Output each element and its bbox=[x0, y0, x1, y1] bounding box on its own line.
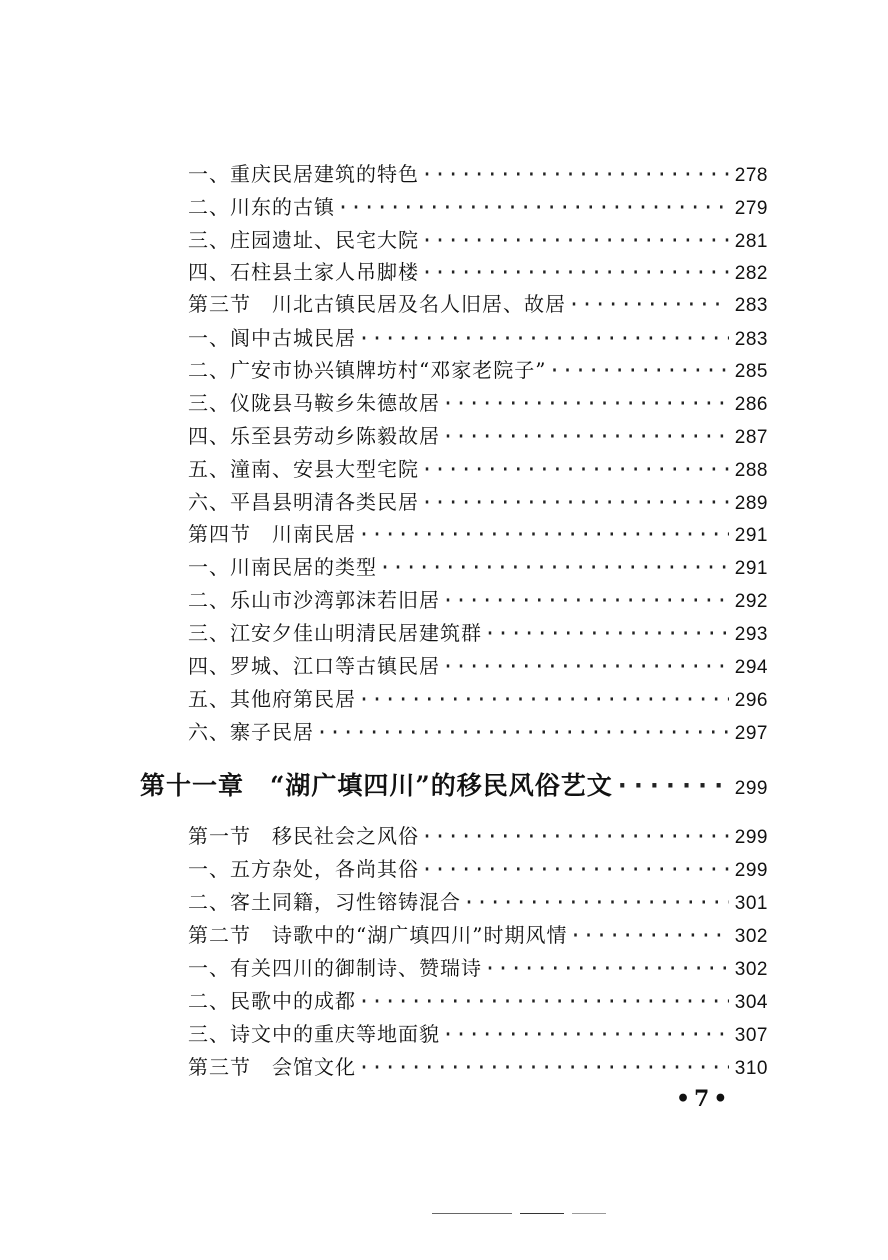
toc-entry-page: 296 bbox=[734, 690, 768, 711]
toc-section-heading bbox=[188, 288, 768, 318]
toc-entry bbox=[188, 322, 768, 352]
toc-section-heading bbox=[188, 820, 768, 850]
toc-entry bbox=[188, 191, 768, 221]
toc-entry-page: 283 bbox=[734, 295, 768, 316]
toc-entry bbox=[188, 354, 768, 384]
toc-section-title: 第三节 会馆文化 bbox=[188, 1055, 356, 1079]
toc-entry-title: 六、平昌县明清各类民居 bbox=[188, 490, 419, 514]
toc-entry-page: 287 bbox=[734, 427, 768, 448]
toc-entry-page: 283 bbox=[734, 329, 768, 350]
toc-entry bbox=[188, 158, 768, 188]
toc-entry bbox=[188, 551, 768, 581]
dot-leader bbox=[568, 292, 729, 316]
toc-entry-page: 281 bbox=[734, 231, 768, 252]
toc-entry-title: 三、仪陇县马鞍乡朱德故居 bbox=[188, 391, 440, 415]
toc-entry bbox=[188, 886, 768, 916]
dot-leader bbox=[548, 358, 728, 382]
toc-section-heading bbox=[188, 1051, 768, 1081]
toc-entry bbox=[188, 256, 768, 286]
dot-leader bbox=[442, 654, 729, 678]
toc-entry-page: 285 bbox=[734, 361, 768, 382]
toc-entry-page: 297 bbox=[734, 723, 768, 744]
toc-section-title: 第四节 川南民居 bbox=[188, 522, 356, 546]
toc-entry-page: 302 bbox=[734, 959, 768, 980]
dot-leader bbox=[569, 923, 728, 947]
toc-entry-title: 三、庄园遗址、民宅大院 bbox=[188, 228, 419, 252]
dot-leader bbox=[421, 162, 729, 186]
toc-entry-page: 299 bbox=[734, 778, 768, 799]
dot-leader bbox=[421, 228, 729, 252]
scan-artifact bbox=[432, 1213, 512, 1214]
toc-entry-page: 291 bbox=[734, 558, 768, 579]
toc-section-title: 第二节 诗歌中的“湖广填四川”时期风情 bbox=[188, 923, 568, 947]
toc-entry-title: 一、五方杂处，各尚其俗 bbox=[188, 857, 419, 881]
toc-entry-page: 299 bbox=[734, 860, 768, 881]
toc-entry-title: 一、有关四川的御制诗、赞瑞诗 bbox=[188, 956, 482, 980]
dot-leader bbox=[442, 391, 729, 415]
toc-entry bbox=[188, 224, 768, 254]
toc-entry-page: 282 bbox=[734, 263, 768, 284]
dot-leader bbox=[484, 956, 729, 980]
toc-entry bbox=[188, 716, 768, 746]
toc-entry-page: 288 bbox=[734, 460, 768, 481]
dot-leader bbox=[337, 195, 729, 219]
toc-entry-title: 二、川东的古镇 bbox=[188, 195, 335, 219]
toc-entry-title: 二、客土同籍，习性镕铸混合 bbox=[188, 890, 461, 914]
dot-leader bbox=[484, 621, 729, 645]
toc-entry-page: 291 bbox=[734, 525, 768, 546]
toc-section-heading bbox=[188, 518, 768, 548]
page-number: •7• bbox=[676, 1086, 732, 1112]
toc-entry-title: 四、罗城、江口等古镇民居 bbox=[188, 654, 440, 678]
toc-entry-title: 一、川南民居的类型 bbox=[188, 555, 377, 579]
toc-entry bbox=[188, 952, 768, 982]
dot-leader bbox=[421, 857, 729, 881]
toc-entry-title: 三、诗文中的重庆等地面貌 bbox=[188, 1022, 440, 1046]
toc-entry-page: 299 bbox=[734, 827, 768, 848]
dot-leader bbox=[358, 522, 729, 546]
dot-leader bbox=[421, 457, 729, 481]
dot-leader bbox=[615, 771, 729, 800]
scan-artifact bbox=[520, 1213, 564, 1214]
toc-entry-page: 302 bbox=[734, 926, 768, 947]
dot-leader bbox=[421, 490, 729, 514]
toc-section-title: 第一节 移民社会之风俗 bbox=[188, 824, 419, 848]
dot-leader bbox=[379, 555, 729, 579]
toc-section-title: 第三节 川北古镇民居及名人旧居、故居 bbox=[188, 292, 566, 316]
toc-entry-page: 307 bbox=[734, 1025, 768, 1046]
toc-entry bbox=[188, 683, 768, 713]
toc-entry bbox=[188, 453, 768, 483]
toc-entry-page: 278 bbox=[734, 165, 768, 186]
toc-entry bbox=[188, 1018, 768, 1048]
toc-entry bbox=[188, 584, 768, 614]
dot-leader bbox=[421, 260, 729, 284]
toc-entry-page: 293 bbox=[734, 624, 768, 645]
toc-chapter-title: 第十一章 “湖广填四川”的移民风俗艺文 bbox=[140, 771, 613, 800]
toc-entry-title: 四、石柱县土家人吊脚楼 bbox=[188, 260, 419, 284]
toc-entry bbox=[188, 853, 768, 883]
toc-entry-title: 六、寨子民居 bbox=[188, 720, 314, 744]
dot-leader bbox=[316, 720, 729, 744]
scan-artifact bbox=[572, 1213, 606, 1214]
dot-leader bbox=[358, 989, 729, 1013]
toc-entry-title: 一、重庆民居建筑的特色 bbox=[188, 162, 419, 186]
toc-entry-title: 五、其他府第民居 bbox=[188, 687, 356, 711]
toc-entry-title: 二、乐山市沙湾郭沫若旧居 bbox=[188, 588, 440, 612]
toc-chapter-heading bbox=[140, 766, 768, 804]
toc-entry-page: 286 bbox=[734, 394, 768, 415]
toc-section-heading bbox=[188, 919, 768, 949]
toc-entry bbox=[188, 420, 768, 450]
dot-leader bbox=[358, 326, 729, 350]
toc-entry-page: 310 bbox=[734, 1058, 768, 1079]
dot-leader bbox=[442, 588, 729, 612]
toc-entry-title: 一、阆中古城民居 bbox=[188, 326, 356, 350]
toc-entry bbox=[188, 387, 768, 417]
toc-entry-page: 301 bbox=[734, 893, 768, 914]
toc-entry-title: 二、广安市协兴镇牌坊村“邓家老院子” bbox=[188, 358, 547, 382]
toc-entry-title: 二、民歌中的成都 bbox=[188, 989, 356, 1013]
dot-leader bbox=[442, 424, 729, 448]
dot-leader bbox=[463, 890, 729, 914]
toc-entry bbox=[188, 617, 768, 647]
toc-entry-page: 279 bbox=[734, 198, 768, 219]
dot-leader bbox=[421, 824, 729, 848]
toc-entry bbox=[188, 486, 768, 516]
toc-entry bbox=[188, 650, 768, 680]
toc-entry-page: 304 bbox=[734, 992, 768, 1013]
dot-leader bbox=[358, 1055, 729, 1079]
dot-leader bbox=[442, 1022, 729, 1046]
toc-entry-page: 294 bbox=[734, 657, 768, 678]
toc-entry-title: 三、江安夕佳山明清民居建筑群 bbox=[188, 621, 482, 645]
toc-entry-page: 292 bbox=[734, 591, 768, 612]
toc-entry-title: 四、乐至县劳动乡陈毅故居 bbox=[188, 424, 440, 448]
toc-entry bbox=[188, 985, 768, 1015]
toc-entry-page: 289 bbox=[734, 493, 768, 514]
toc-entry-title: 五、潼南、安县大型宅院 bbox=[188, 457, 419, 481]
dot-leader bbox=[358, 687, 729, 711]
